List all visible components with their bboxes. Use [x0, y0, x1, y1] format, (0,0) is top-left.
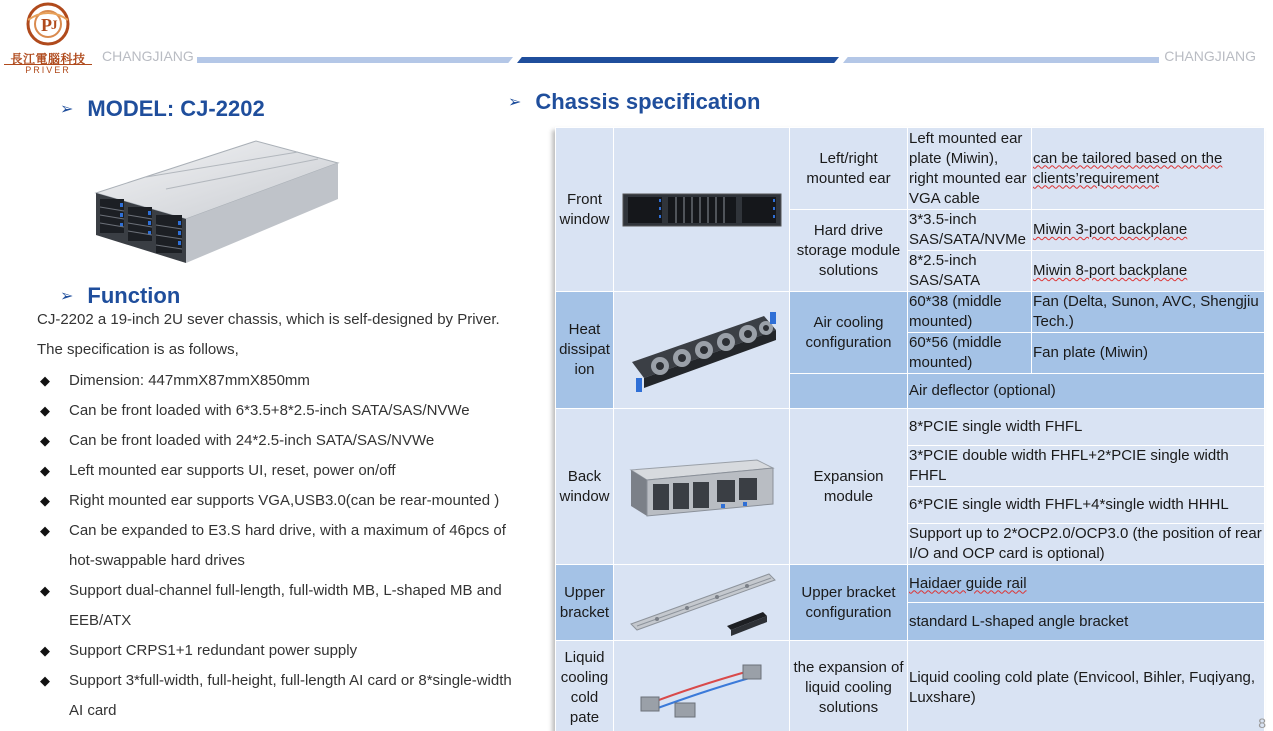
expansion-option-cell: Support up to 2*OCP2.0/OCP3.0 (the position of rear I/O and OCP card is optional)	[908, 524, 1265, 565]
expansion-option-cell: 6*PCIE single width FHFL+4*single width HHHL	[908, 487, 1265, 524]
diamond-bullet-icon: ◆	[40, 403, 50, 418]
expansion-option-cell: 8*PCIE single width FHFL	[908, 409, 1265, 446]
bracket-option-text: Haidaer guide rail	[909, 574, 1027, 592]
brand-right: CHANGJIANG	[1164, 48, 1256, 64]
liquid-cooling-image-cell	[614, 641, 790, 731]
fan-module-image-cell	[614, 292, 790, 409]
svg-text:P: P	[41, 15, 52, 35]
fan-detail-cell	[1032, 292, 1265, 333]
table-row	[556, 565, 1265, 603]
chassis-spec-heading	[508, 89, 760, 115]
fan-spec-cell	[908, 292, 1032, 333]
arrow-bullet-icon: ➢	[60, 101, 74, 118]
model-heading-text: MODEL: CJ-2202	[87, 96, 265, 121]
guide-rail-image	[627, 568, 777, 638]
page-number: 8	[1258, 715, 1266, 731]
air-cooling-label: Air cooling configuration	[790, 292, 908, 374]
expansion-module-label: Expansion module	[790, 409, 908, 565]
brand-left: CHANGJIANG	[102, 48, 194, 64]
intro-line-2: The specification is as follows,	[37, 341, 239, 358]
hdd-backplane-text: Miwin 3-port backplane	[1033, 221, 1188, 238]
mounted-ear-label: Left/right mounted ear	[790, 128, 908, 210]
diamond-bullet-icon: ◆	[40, 373, 50, 388]
svg-text:J: J	[51, 17, 58, 32]
bullet-text: Can be front loaded with 6*3.5+8*2.5-inch SATA/SAS/NVWe	[69, 402, 470, 419]
front-panel-image	[622, 193, 782, 227]
hdd-spec-text: 8*2.5-inch SAS/SATA	[909, 252, 981, 289]
hdd-spec-text: 3*3.5-inch SAS/SATA/NVMe	[909, 211, 1026, 248]
table-row	[556, 292, 1265, 333]
hdd-backplane-cell	[1032, 251, 1265, 292]
fan-detail-text: Fan (Delta, Sunon, AVC, Shengjiu Tech.)	[1033, 293, 1259, 330]
back-window-label: Back window	[556, 409, 614, 565]
fan-detail-cell	[1032, 333, 1265, 374]
diamond-bullet-icon: ◆	[40, 463, 50, 478]
chassis-heading-text: Chassis specification	[535, 89, 761, 114]
server-chassis-image	[92, 135, 340, 267]
mounted-ear-note	[1032, 128, 1265, 210]
bullet-item	[37, 516, 517, 576]
header-bar-right	[843, 57, 1159, 63]
fan-spec-text: 60*56 (middle mounted)	[909, 334, 1002, 371]
air-cooling-spacer	[790, 374, 908, 409]
bracket-image-cell	[614, 565, 790, 641]
bullet-text: Support 3*full-width, full-height, full-length AI card or 8*single-width AI card	[69, 672, 512, 719]
bullet-item	[37, 366, 517, 396]
hdd-backplane-text: Miwin 8-port backplane	[1033, 262, 1188, 279]
bullet-item	[37, 426, 517, 456]
bullet-text: Support CRPS1+1 redundant power supply	[69, 642, 358, 659]
bullet-text: Can be front loaded with 24*2.5-inch SATA/SAS/NVWe	[69, 432, 435, 449]
bullet-item	[37, 456, 517, 486]
model-heading	[60, 96, 265, 122]
header-bar-center	[517, 57, 839, 63]
expansion-option-cell: 3*PCIE double width FHFL+2*PCIE single width FHFL	[908, 446, 1265, 487]
fan-detail-text: Fan plate (Miwin)	[1033, 344, 1149, 361]
function-heading-text: Function	[87, 283, 181, 308]
bullet-item	[37, 636, 517, 666]
rear-panel-image	[627, 456, 777, 518]
fan-spec-text: 60*38 (middle mounted)	[909, 293, 1002, 330]
diamond-bullet-icon: ◆	[40, 643, 50, 658]
function-bullet-list	[37, 366, 517, 726]
bracket-config-label: Upper bracket configuration	[790, 565, 908, 641]
bracket-option-cell	[908, 565, 1265, 603]
mounted-ear-value	[908, 128, 1032, 210]
diamond-bullet-icon: ◆	[40, 673, 50, 688]
mounted-ear-value-text: Left mounted ear plate (Miwin), right mounted ear VGA cable	[909, 129, 1027, 207]
logo-subtext: PRIVER	[4, 64, 92, 75]
liquid-cooling-sub-label: the expansion of liquid cooling solutions	[790, 641, 908, 731]
bullet-text: Left mounted ear supports UI, reset, power on/off	[69, 462, 396, 479]
bullet-text: Right mounted ear supports VGA,USB3.0(can be rear-mounted )	[69, 492, 500, 509]
bullet-text: Support dual-channel full-length, full-width MB, L-shaped MB and EEB/ATX	[69, 582, 502, 629]
bullet-item	[37, 666, 517, 726]
arrow-bullet-icon: ➢	[60, 288, 74, 305]
arrow-bullet-icon: ➢	[508, 94, 522, 111]
bullet-item	[37, 486, 517, 516]
table-row	[556, 641, 1265, 731]
upper-bracket-label: Upper bracket	[556, 565, 614, 641]
bullet-item	[37, 396, 517, 426]
heat-dissipation-label: Heat dissipat ion	[556, 292, 614, 409]
hdd-backplane-cell	[1032, 210, 1265, 251]
bullet-text: Can be expanded to E3.S hard drive, with a maximum of 46pcs of hot-swappable hard drives	[69, 522, 506, 569]
diamond-bullet-icon: ◆	[40, 433, 50, 448]
front-window-image-cell	[614, 128, 790, 292]
cold-plate-image	[637, 657, 767, 719]
logo-text: 長江電腦科技	[10, 52, 86, 66]
air-deflector-cell: Air deflector (optional)	[908, 374, 1265, 409]
fan-spec-cell	[908, 333, 1032, 374]
fan-module-image	[624, 300, 780, 400]
bracket-option-cell: standard L-shaped angle bracket	[908, 603, 1265, 641]
liquid-cooling-label: Liquid cooling cold pate	[556, 641, 614, 731]
liquid-cooling-value: Liquid cooling cold plate (Envicool, Bihler, Fuqiyang, Luxshare)	[908, 641, 1265, 731]
function-heading	[60, 283, 180, 309]
mounted-ear-note-text: can be tailored based on the clients’requirement	[1033, 149, 1223, 187]
chassis-spec-table	[555, 127, 1265, 731]
hdd-spec-cell	[908, 251, 1032, 292]
header-bar-left	[197, 57, 513, 63]
bullet-text: Dimension: 447mmX87mmX850mm	[69, 372, 310, 389]
table-row	[556, 128, 1265, 210]
hdd-module-label: Hard drive storage module solutions	[790, 210, 908, 292]
back-window-image-cell	[614, 409, 790, 565]
bullet-item	[37, 576, 517, 636]
front-window-label: Front window	[556, 128, 614, 292]
diamond-bullet-icon: ◆	[40, 583, 50, 598]
diamond-bullet-icon: ◆	[40, 493, 50, 508]
intro-line-1: CJ-2202 a 19-inch 2U sever chassis, which is self-designed by Priver.	[37, 311, 500, 328]
diamond-bullet-icon: ◆	[40, 523, 50, 538]
hdd-spec-cell	[908, 210, 1032, 251]
table-row	[556, 409, 1265, 446]
